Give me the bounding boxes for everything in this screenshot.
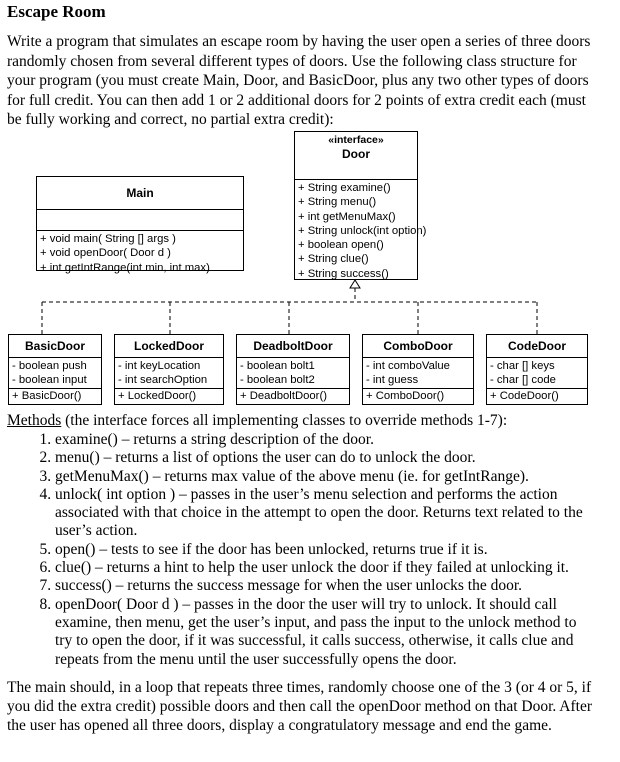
- methods-heading: [7, 412, 507, 430]
- codedoor-class-box: [486, 334, 588, 405]
- field: - char [] code: [490, 374, 556, 387]
- combodoor-class-box: [362, 334, 474, 405]
- method-unlock: + String unlock(int option): [298, 224, 427, 237]
- list-item: 8. openDoor( Door d ) – passes in the door the user will try to unlock. It should call examine, then menu, get the user’s input, and pass the input to the unlock method to try to open the door, if it was successful, it calls success, otherwise, it calls clue and repeats from the menu until the user successfully opens the door.: [55, 596, 592, 669]
- intro-paragraph: Write a program that simulates an escape room by having the user open a series of three doors randomly chosen from several different types of doors. Use the following class structure for your program (you must create Main, Door, and BasicDoor, plus any two other types of doors for full credit. You can then add 1 or 2 additional doors for 2 points of extra credit each (must be fully working and correct, no partial extra credit):: [7, 33, 591, 128]
- field: - char [] keys: [490, 360, 555, 372]
- class-name: ComboDoor: [383, 339, 453, 353]
- list-item: 2. menu() – returns a list of options the user can do to unlock the door.: [55, 449, 592, 467]
- method-open: + boolean open(): [298, 239, 384, 252]
- list-item: 5. open() – tests to see if the door has been unlocked, returns true if it is.: [55, 541, 592, 559]
- field: - boolean bolt1: [240, 360, 315, 372]
- class-name: CodeDoor: [508, 339, 566, 353]
- main-method-getintrange: + int getIntRange(int min, int max): [40, 261, 210, 274]
- deadboltdoor-class-box: [236, 334, 350, 405]
- interface-stereotype: «interface»: [328, 134, 384, 146]
- field: - int searchOption: [118, 374, 208, 387]
- list-item: 4. unlock( int option ) – passes in the user’s menu selection and performs the action associated with that choice in the attempt to open the door. Returns text related to the user’s action.: [55, 486, 592, 541]
- methods-list: [7, 431, 592, 669]
- method-clue: + String clue(): [298, 253, 369, 266]
- door-interface-name: Door: [342, 147, 370, 161]
- list-item: 7. success() – returns the success message for when the user unlocks the door.: [55, 577, 592, 595]
- methods-heading-label: Methods: [7, 412, 62, 429]
- closing-paragraph: The main should, in a loop that repeats three times, randomly choose one of the 3 (or 4 or 5, if you did the extra credit) possible doors and then call the openDoor method on that Door. After the user has opened all three doors, display a congratulatory message and end the game.: [7, 679, 592, 734]
- constructor: + CodeDoor(): [490, 390, 559, 402]
- constructor: + BasicDoor(): [12, 390, 82, 402]
- class-name: BasicDoor: [24, 339, 86, 353]
- field: - boolean bolt2: [240, 374, 315, 387]
- field: - boolean push: [12, 360, 87, 372]
- door-interface-box: [294, 131, 427, 280]
- methods-heading-rest: (the interface forces all implementing classes to override methods 1-7):: [61, 412, 508, 429]
- class-name: LockedDoor: [133, 339, 204, 353]
- field: - int keyLocation: [118, 360, 201, 372]
- realization-arrow-icon: [350, 280, 360, 288]
- field: - int guess: [366, 374, 419, 387]
- main-class-name: Main: [126, 186, 154, 200]
- main-method-main: + void main( String [] args ): [40, 233, 176, 245]
- class-name: DeadboltDoor: [253, 339, 333, 353]
- main-method-opendoor: + void openDoor( Door d ): [40, 247, 171, 260]
- method-success: + String success(): [298, 267, 389, 280]
- list-item: 6. clue() – returns a hint to help the user unlock the door if they failed at unlocking it.: [55, 559, 592, 577]
- field: - int comboValue: [366, 360, 450, 372]
- list-item: 3. getMenuMax() – returns max value of the above menu (ie. for getIntRange).: [55, 468, 592, 486]
- basicdoor-class-box: [8, 334, 102, 405]
- constructor: + DeadboltDoor(): [240, 390, 327, 402]
- main-class-box: [36, 176, 244, 274]
- field: - boolean input: [12, 374, 87, 387]
- lockeddoor-class-box: [114, 334, 224, 405]
- method-examine: + String examine(): [298, 182, 391, 194]
- method-menu: + String menu(): [298, 196, 377, 209]
- page-title: Escape Room: [7, 2, 106, 21]
- list-item: 1. examine() – returns a string description of the door.: [55, 431, 592, 449]
- method-getmenumax: + int getMenuMax(): [298, 210, 396, 223]
- constructor: + LockedDoor(): [118, 390, 197, 402]
- constructor: + ComboDoor(): [366, 390, 445, 402]
